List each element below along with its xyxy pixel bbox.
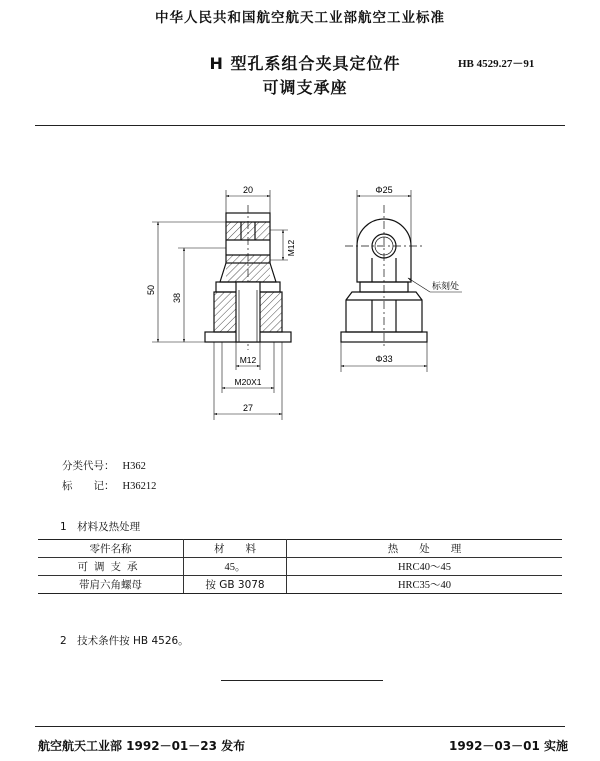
side-view — [341, 205, 427, 348]
class-code-label: 分类代号： — [62, 460, 115, 472]
document-title: H 型孔系组合夹具定位件 — [209, 54, 401, 73]
dim-height-lower: 38 — [172, 292, 182, 304]
table-cell: 带肩六角螺母 — [38, 576, 184, 594]
footer-divider — [35, 726, 565, 727]
column-header: 热 处 理 — [287, 540, 563, 558]
document-subtitle: 可调支承座 — [262, 78, 348, 97]
dim-thread-top: M12 — [286, 239, 296, 257]
standard-number: HB 4529.27－91 — [458, 58, 535, 70]
table-cell: HRC35～40 — [287, 576, 563, 594]
table-row — [38, 558, 562, 576]
dim-base-width: 27 — [242, 403, 254, 413]
dim-height-total: 50 — [146, 284, 156, 296]
effective-date: 1992－03－01 实施 — [449, 739, 568, 753]
marking-line — [62, 478, 156, 493]
table-header-row — [38, 540, 562, 558]
end-rule — [221, 680, 383, 681]
class-code-value: H362 — [122, 461, 146, 472]
column-header: 零件名称 — [38, 540, 184, 558]
marking-value: H36212 — [122, 481, 157, 492]
dim-thread-outer: M20X1 — [234, 377, 262, 387]
table-cell: 按 GB 3078 — [184, 576, 287, 594]
table-cell: 45。 — [184, 558, 287, 576]
technical-conditions: 2 技术条件按 HB 4526。 — [60, 635, 189, 647]
materials-heading: 1 材料及热处理 — [60, 521, 141, 533]
dim-diameter-top: Φ25 — [375, 185, 393, 195]
table-cell: HRC40～45 — [287, 558, 563, 576]
dim-top-width: 20 — [242, 185, 254, 195]
issued-date: 航空航天工业部 1992－01－23 发布 — [38, 739, 246, 753]
classification-code-line — [62, 458, 146, 473]
column-header: 材 料 — [184, 540, 287, 558]
dim-diameter-nut: Φ33 — [375, 354, 393, 364]
table-row — [38, 576, 562, 594]
dim-thread-bore: M12 — [239, 355, 257, 365]
front-section-view — [205, 205, 291, 350]
standard-organization-header: 中华人民共和国航空航天工业部航空工业标准 — [155, 10, 445, 26]
table-cell: 可调支承 — [38, 558, 184, 576]
materials-table — [38, 539, 562, 594]
marking-label: 标 记： — [62, 480, 115, 492]
marking-callout-label: 标刻处 — [432, 281, 460, 291]
